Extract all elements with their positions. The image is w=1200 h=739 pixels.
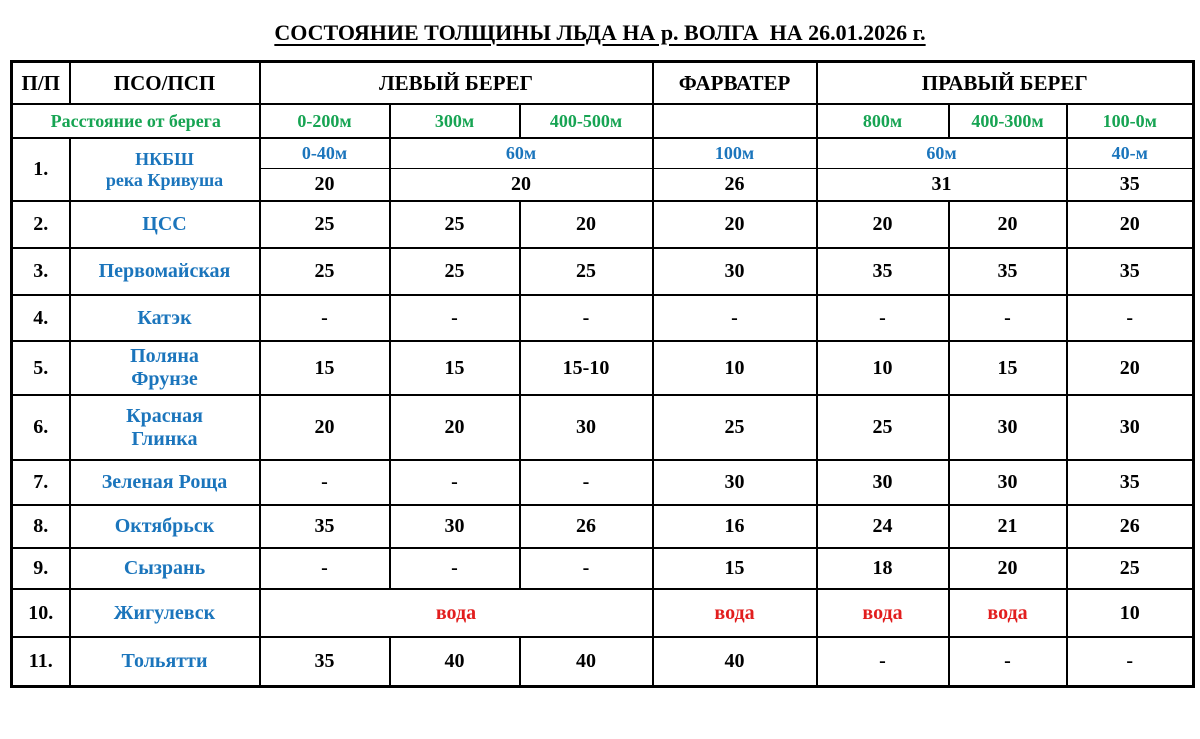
- station-name-line2: река Кривуша: [105, 169, 224, 190]
- ice-value: -: [390, 295, 520, 341]
- ice-value: -: [520, 460, 653, 505]
- ice-value: 20: [817, 201, 949, 248]
- ice-value: -: [949, 637, 1067, 687]
- ice-value: 40: [653, 637, 817, 687]
- ice-value: 35: [949, 248, 1067, 295]
- station-name-line2: Фрунзе: [131, 368, 198, 390]
- ice-value: 30: [653, 460, 817, 505]
- ice-value: 26: [653, 169, 817, 202]
- row-number: 6.: [12, 395, 70, 460]
- station-name-line1: Красная: [126, 404, 203, 427]
- ice-value: 26: [1067, 505, 1194, 548]
- sub-distance-header: 60м: [390, 138, 653, 169]
- ice-value: 20: [390, 169, 653, 202]
- distance-col-header: 0-200м: [260, 104, 390, 138]
- station-name: [70, 138, 260, 201]
- ice-value: 25: [817, 395, 949, 460]
- station-row-3: [12, 248, 1194, 295]
- ice-value: 10: [817, 341, 949, 395]
- ice-value: -: [520, 295, 653, 341]
- col-header-left-bank: ЛЕВЫЙ БЕРЕГ: [260, 62, 653, 105]
- row-number: 3.: [12, 248, 70, 295]
- ice-value: 20: [949, 548, 1067, 589]
- row-number: 7.: [12, 460, 70, 505]
- station-name-line1: Тольятти: [121, 650, 208, 672]
- ice-value: 25: [260, 201, 390, 248]
- row-number: 5.: [12, 341, 70, 395]
- ice-value: 15: [260, 341, 390, 395]
- station-row-1-subheader: [12, 138, 1194, 169]
- ice-value: 15: [390, 341, 520, 395]
- ice-value: 35: [817, 248, 949, 295]
- ice-value: -: [260, 460, 390, 505]
- ice-value: 20: [1067, 341, 1194, 395]
- ice-value: -: [390, 548, 520, 589]
- station-name: [70, 395, 260, 460]
- ice-value: 30: [1067, 395, 1194, 460]
- station-name: [70, 548, 260, 589]
- ice-value: 18: [817, 548, 949, 589]
- station-name-line1: НКБШ: [135, 148, 194, 169]
- station-name-line1: Катэк: [137, 306, 192, 329]
- distance-col-header: 800м: [817, 104, 949, 138]
- row-number: 11.: [12, 637, 70, 687]
- ice-thickness-table: [10, 60, 1195, 688]
- station-row-10: [12, 589, 1194, 637]
- station-name-line1: Первомайская: [98, 260, 231, 282]
- ice-value: 25: [1067, 548, 1194, 589]
- station-name-line1: Октябрьск: [114, 515, 215, 537]
- ice-value: -: [1067, 637, 1194, 687]
- station-name: [70, 589, 260, 637]
- col-header-pp: П/П: [12, 62, 70, 105]
- station-row-8: [12, 505, 1194, 548]
- page-title: СОСТОЯНИЕ ТОЛЩИНЫ ЛЬДА НА р. ВОЛГА НА 26.01.2026 г.: [274, 20, 926, 45]
- station-name-line1: Поляна: [130, 345, 199, 367]
- row-number: 10.: [12, 589, 70, 637]
- col-header-right-bank: ПРАВЫЙ БЕРЕГ: [817, 62, 1194, 105]
- ice-value: 25: [390, 201, 520, 248]
- ice-value: 20: [520, 201, 653, 248]
- ice-value: -: [817, 637, 949, 687]
- ice-value: 10: [653, 341, 817, 395]
- water-status: вода: [817, 589, 949, 637]
- ice-value: 35: [1067, 460, 1194, 505]
- ice-value: 25: [653, 395, 817, 460]
- station-name-line1: Жигулевск: [113, 601, 216, 624]
- ice-value: 25: [390, 248, 520, 295]
- ice-value: 20: [653, 201, 817, 248]
- station-row-5: [12, 341, 1194, 395]
- ice-value: 30: [520, 395, 653, 460]
- distance-col-header: 300м: [390, 104, 520, 138]
- ice-value: -: [1067, 295, 1194, 341]
- ice-value: -: [949, 295, 1067, 341]
- station-name: [70, 637, 260, 687]
- ice-value: -: [260, 295, 390, 341]
- ice-value: 24: [817, 505, 949, 548]
- ice-value: 35: [1067, 248, 1194, 295]
- ice-value: -: [817, 295, 949, 341]
- station-row-9: [12, 548, 1194, 589]
- ice-value: 20: [949, 201, 1067, 248]
- ice-value: 16: [653, 505, 817, 548]
- distance-col-header: 100-0м: [1067, 104, 1194, 138]
- station-name: [70, 201, 260, 248]
- sub-distance-header: 40-м: [1067, 138, 1194, 169]
- sub-distance-header: 0-40м: [260, 138, 390, 169]
- distance-col-header: 400-500м: [520, 104, 653, 138]
- ice-value: 40: [390, 637, 520, 687]
- ice-value: 35: [1067, 169, 1194, 202]
- station-name-line2: Глинка: [131, 427, 198, 450]
- ice-value: 30: [653, 248, 817, 295]
- ice-value: 25: [260, 248, 390, 295]
- ice-value: 31: [817, 169, 1067, 202]
- row-number: 9.: [12, 548, 70, 589]
- water-status: вода: [949, 589, 1067, 637]
- station-row-2: [12, 201, 1194, 248]
- station-row-4: [12, 295, 1194, 341]
- station-name: [70, 295, 260, 341]
- station-row-7: [12, 460, 1194, 505]
- ice-value: 25: [520, 248, 653, 295]
- ice-value: 15: [949, 341, 1067, 395]
- ice-value: -: [260, 548, 390, 589]
- station-row-11: [12, 637, 1194, 687]
- row-number: 2.: [12, 201, 70, 248]
- row-number: 1.: [12, 138, 70, 201]
- station-name: [70, 248, 260, 295]
- ice-value: 21: [949, 505, 1067, 548]
- ice-value: 30: [949, 395, 1067, 460]
- ice-value: 35: [260, 637, 390, 687]
- row-number: 8.: [12, 505, 70, 548]
- ice-value: 20: [1067, 201, 1194, 248]
- ice-value: -: [520, 548, 653, 589]
- ice-value: -: [653, 295, 817, 341]
- ice-value: 20: [390, 395, 520, 460]
- distance-col-header-fairway: [653, 104, 817, 138]
- station-name-line1: ЦСС: [142, 213, 187, 235]
- distance-label: Расстояние от берега: [12, 104, 260, 138]
- ice-value: 26: [520, 505, 653, 548]
- station-name-line1: Сызрань: [123, 557, 206, 579]
- sub-distance-header: 100м: [653, 138, 817, 169]
- ice-value: 30: [949, 460, 1067, 505]
- ice-value: -: [390, 460, 520, 505]
- station-name: [70, 505, 260, 548]
- water-status: вода: [653, 589, 817, 637]
- ice-value: 40: [520, 637, 653, 687]
- ice-value: 30: [390, 505, 520, 548]
- col-header-fairway: ФАРВАТЕР: [653, 62, 817, 105]
- ice-value: 15-10: [520, 341, 653, 395]
- ice-value: 20: [260, 395, 390, 460]
- water-status: вода: [260, 589, 653, 637]
- ice-value: 15: [653, 548, 817, 589]
- station-name: [70, 460, 260, 505]
- ice-value: 35: [260, 505, 390, 548]
- ice-value: 30: [817, 460, 949, 505]
- station-name: [70, 341, 260, 395]
- distance-row: [12, 104, 1194, 138]
- distance-col-header: 400-300м: [949, 104, 1067, 138]
- sub-distance-header: 60м: [817, 138, 1067, 169]
- ice-value: 20: [260, 169, 390, 202]
- header-row: [12, 62, 1194, 105]
- station-row-6: [12, 395, 1194, 460]
- col-header-pso-psp: ПСО/ПСП: [70, 62, 260, 105]
- ice-value: 10: [1067, 589, 1194, 637]
- row-number: 4.: [12, 295, 70, 341]
- station-name-line1: Зеленая Роща: [101, 471, 228, 493]
